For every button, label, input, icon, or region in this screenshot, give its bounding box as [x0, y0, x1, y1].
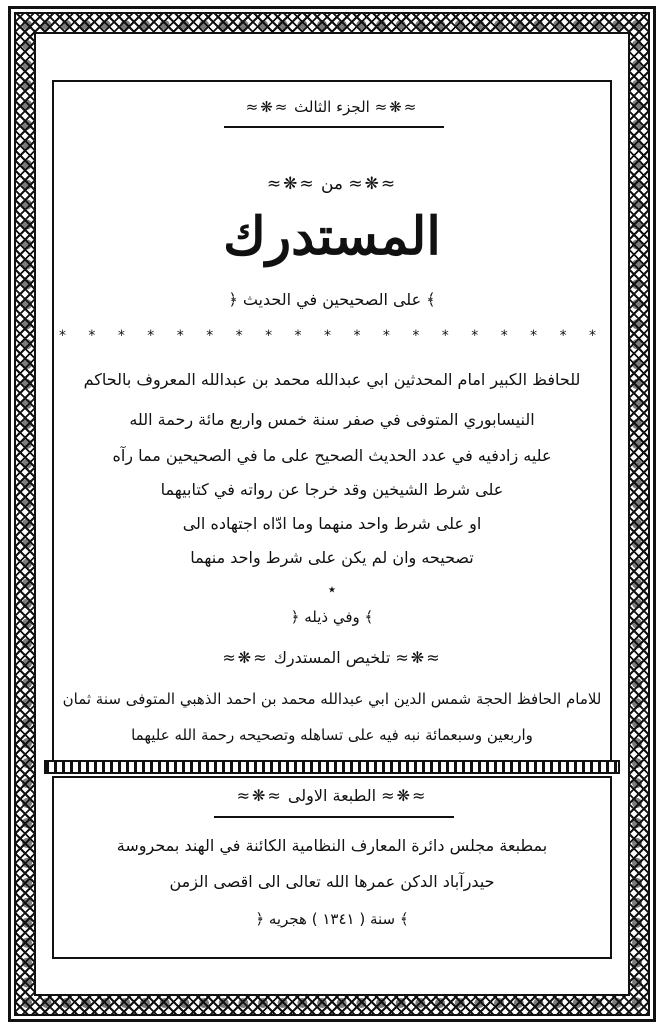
preposition-min: ≈❋≈ من ≈❋≈ — [266, 174, 398, 194]
wa-fi-dhaylihi: ﴾ وفي ذيله ﴿ — [290, 608, 374, 626]
edition-label: ≈❋≈ الطبعة الاولى ≈❋≈ — [236, 786, 428, 805]
publisher-line-1: بمطبعة مجلس دائرة المعارف النظامية الكائنة في الهند بمحروسة — [116, 836, 548, 855]
author-line-3: عليه زادفيه في عدد الحديث الصحيح على ما في الصحيحين مما رآه — [112, 446, 552, 465]
author-line-2: النيسابوري المتوفى في صفر سنة خمس واربع مائة رحمة الله — [129, 410, 535, 429]
author-line-1: للحافظ الكبير امام المحدثين ابي عبدالله محمد بن عبدالله المعروف بالحاكم — [83, 370, 581, 389]
main-panel — [52, 80, 612, 772]
dhahabi-line-2: واربعين وسبعمائة نبه فيه على تساهله وتصحيحه رحمة الله عليهما — [131, 726, 533, 744]
ornament-right: ≈❋≈ — [245, 98, 290, 116]
talkhis-title: ≈❋≈ تلخيص المستدرك ≈❋≈ — [222, 648, 442, 667]
divider-rule — [224, 126, 444, 128]
book-title: المستدرك — [223, 206, 441, 267]
dhahabi-line-1: للامام الحافظ الحجة شمس الدين ابي عبدالله محمد بن احمد الذهبي المتوفى سنة ثمان — [62, 690, 602, 708]
volume-label: ≈❋≈ الجزء الثالث ≈❋≈ — [245, 98, 419, 116]
publication-year: ﴾ سنة ( ١٣٤١ ) هجريه ﴿ — [255, 910, 409, 928]
ornament-dots-row: * * * * * * * * * * * * * * * * * * * — [58, 328, 606, 344]
separator-band — [44, 760, 620, 774]
star-mark: ٭ — [327, 580, 337, 598]
author-line-5: او على شرط واحد منهما وما ادّاه اجتهاده الى — [182, 514, 482, 533]
author-line-6: تصحيحه وان لم يكن على شرط واحد منهما — [190, 548, 474, 567]
imprint-panel — [52, 776, 612, 959]
ornament-left: ≈❋≈ — [374, 98, 419, 116]
book-subtitle: ﴾ على الصحيحين في الحديث ﴿ — [228, 290, 436, 309]
edition-rule — [214, 816, 454, 818]
author-line-4: على شرط الشيخين وقد خرجا عن رواته في كتابيهما — [160, 480, 504, 499]
publisher-line-2: حيدرآباد الدكن عمرها الله تعالى الى اقصى الزمن — [169, 872, 495, 891]
